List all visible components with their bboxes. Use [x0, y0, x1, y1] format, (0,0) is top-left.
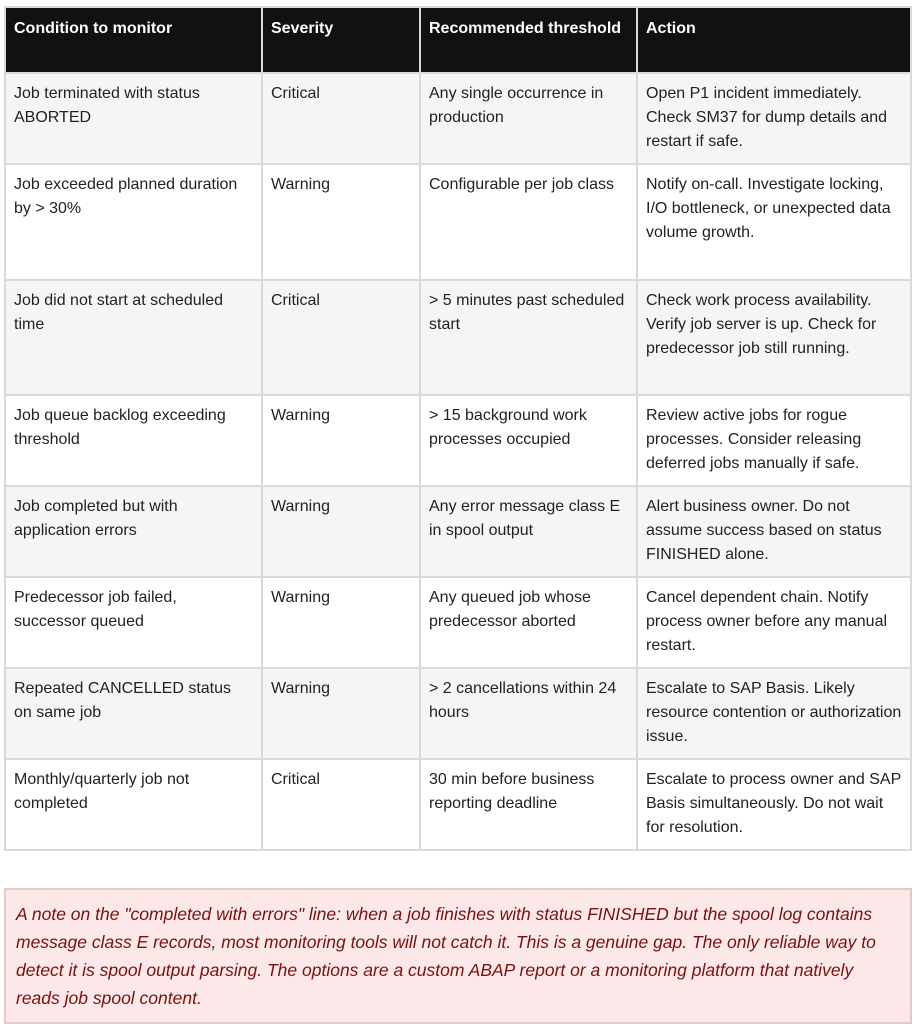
cell-action: Escalate to process owner and SAP Basis simultaneously. Do not wait for resolution.: [637, 759, 911, 850]
cell-severity: Critical: [262, 73, 420, 164]
cell-threshold: > 15 background work processes occupied: [420, 395, 637, 486]
cell-threshold: Any queued job whose predecessor aborted: [420, 577, 637, 668]
cell-action: Alert business owner. Do not assume success based on status FINISHED alone.: [637, 486, 911, 577]
table-row: [5, 759, 911, 850]
table-row: [5, 280, 911, 395]
cell-condition: Job completed but with application errors: [5, 486, 262, 577]
cell-action: Check work process availability. Verify job server is up. Check for predecessor job still running.: [637, 280, 911, 395]
cell-condition: Monthly/quarterly job not completed: [5, 759, 262, 850]
cell-severity: Warning: [262, 164, 420, 280]
note-text: A note on the "completed with errors" line: when a job finishes with status FINISHED but the spool log contains message class E records, most monitoring tools will not catch it. This is a genuine gap. The only reliable way to detect it is spool output parsing. The options are a custom ABAP report or a monitoring platform that natively reads job spool content.: [16, 904, 876, 1008]
table-row: [5, 668, 911, 759]
table-row: [5, 395, 911, 486]
cell-threshold: Configurable per job class: [420, 164, 637, 280]
cell-severity: Warning: [262, 486, 420, 577]
cell-severity: Critical: [262, 759, 420, 850]
table-row: [5, 577, 911, 668]
cell-threshold: Any error message class E in spool output: [420, 486, 637, 577]
cell-severity: Warning: [262, 395, 420, 486]
header-severity: Severity: [262, 7, 420, 73]
cell-threshold: Any single occurrence in production: [420, 73, 637, 164]
table-row: [5, 486, 911, 577]
header-condition: Condition to monitor: [5, 7, 262, 73]
cell-action: Review active jobs for rogue processes. Consider releasing deferred jobs manually if safe.: [637, 395, 911, 486]
cell-condition: Predecessor job failed, successor queued: [5, 577, 262, 668]
cell-threshold: > 2 cancellations within 24 hours: [420, 668, 637, 759]
cell-action: Cancel dependent chain. Notify process owner before any manual restart.: [637, 577, 911, 668]
cell-condition: Job queue backlog exceeding threshold: [5, 395, 262, 486]
cell-severity: Warning: [262, 577, 420, 668]
cell-condition: Job did not start at scheduled time: [5, 280, 262, 395]
table-row: [5, 73, 911, 164]
header-threshold: Recommended threshold: [420, 7, 637, 73]
cell-action: Escalate to SAP Basis. Likely resource contention or authorization issue.: [637, 668, 911, 759]
note-callout: [4, 888, 912, 1024]
cell-threshold: > 5 minutes past scheduled start: [420, 280, 637, 395]
monitoring-table: [4, 6, 912, 851]
monitoring-table-container: [4, 6, 910, 851]
cell-severity: Critical: [262, 280, 420, 395]
cell-action: Notify on-call. Investigate locking, I/O bottleneck, or unexpected data volume growth.: [637, 164, 911, 280]
cell-condition: Job terminated with status ABORTED: [5, 73, 262, 164]
table-row: [5, 164, 911, 280]
table-header-row: [5, 7, 911, 73]
cell-condition: Repeated CANCELLED status on same job: [5, 668, 262, 759]
cell-action: Open P1 incident immediately. Check SM37 for dump details and restart if safe.: [637, 73, 911, 164]
cell-threshold: 30 min before business reporting deadline: [420, 759, 637, 850]
cell-condition: Job exceeded planned duration by > 30%: [5, 164, 262, 280]
header-action: Action: [637, 7, 911, 73]
cell-severity: Warning: [262, 668, 420, 759]
